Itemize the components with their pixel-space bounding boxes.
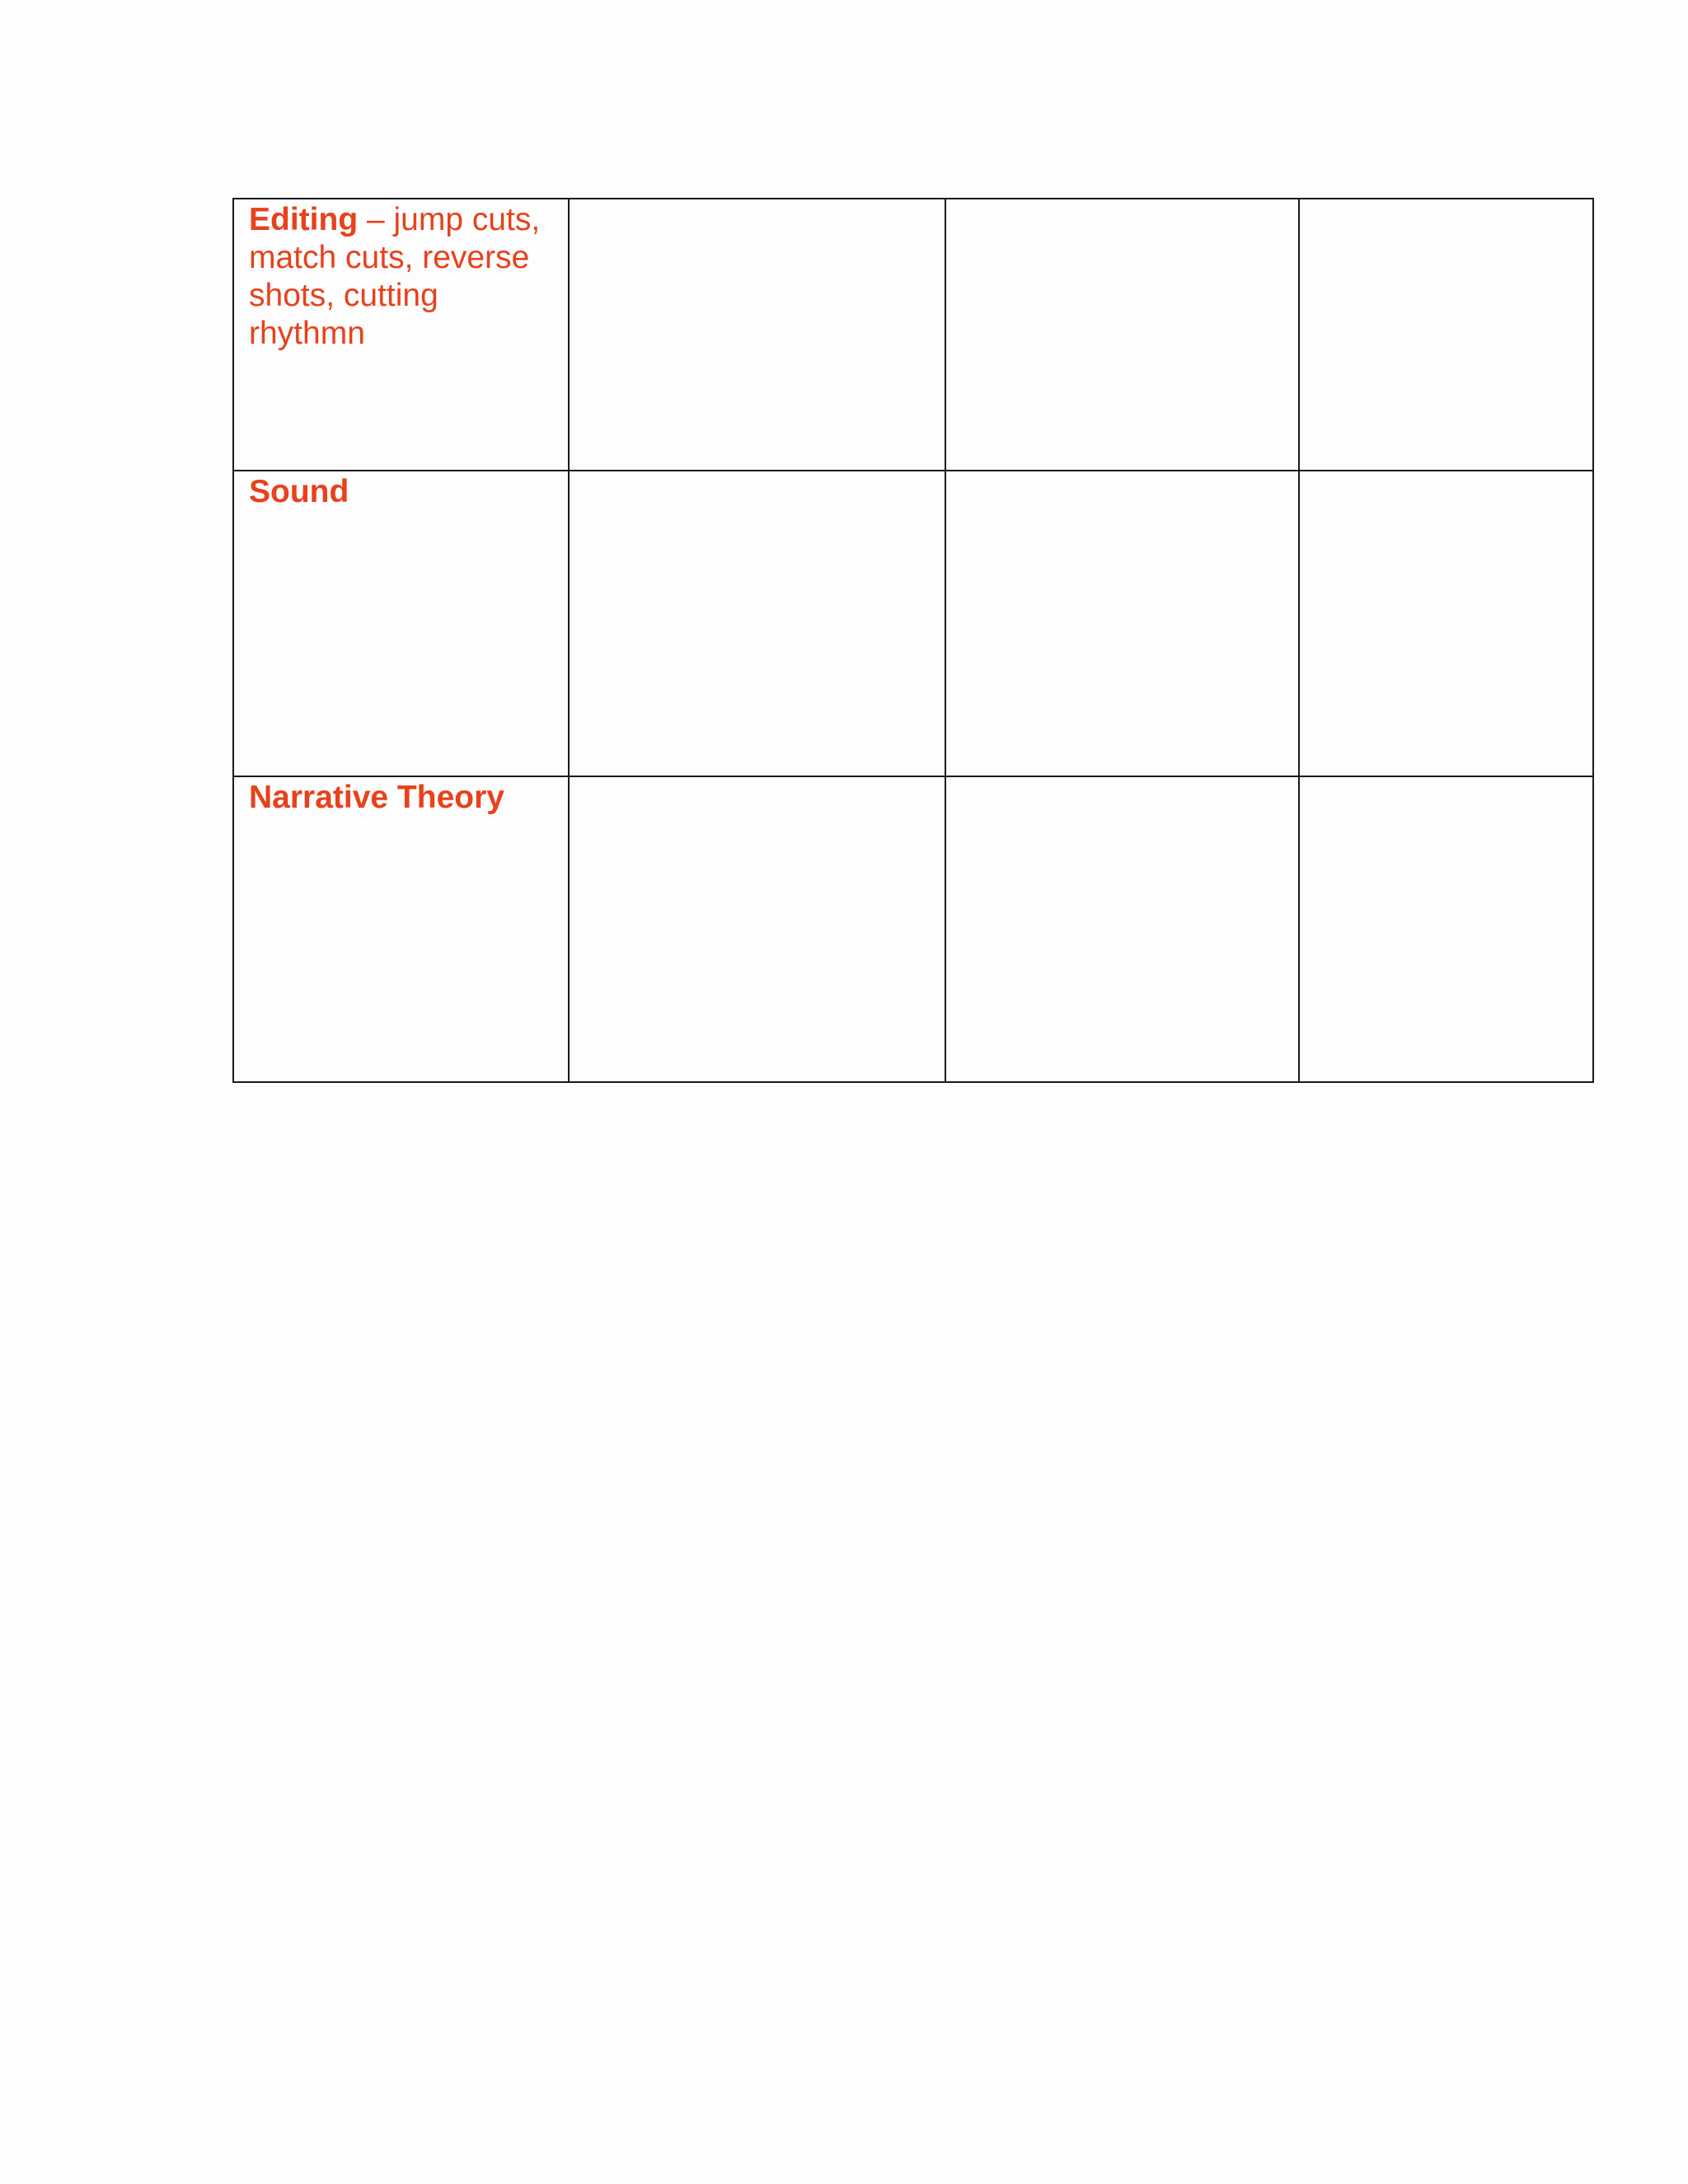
row-label-cell-sound (233, 471, 569, 776)
row-heading: Editing (249, 202, 359, 237)
row-detail: – jump cuts, match cuts, reverse shots, cutting rhythmn (249, 202, 541, 351)
table-cell[interactable] (1299, 199, 1593, 471)
table-cell[interactable] (569, 776, 945, 1082)
table-row (233, 776, 1593, 1082)
row-heading: Narrative Theory (249, 780, 504, 815)
table-cell[interactable] (945, 471, 1299, 776)
row-label-editing (234, 199, 568, 353)
table-cell[interactable] (1299, 471, 1593, 776)
table-cell[interactable] (945, 776, 1299, 1082)
table-cell[interactable] (569, 471, 945, 776)
row-label-cell-narrative-theory (233, 776, 569, 1082)
table-cell[interactable] (945, 199, 1299, 471)
table-cell[interactable] (569, 199, 945, 471)
row-label-cell-editing (233, 199, 569, 471)
row-heading: Sound (249, 474, 349, 509)
notes-table (232, 198, 1594, 1083)
row-label-sound (234, 471, 568, 511)
table-cell[interactable] (1299, 776, 1593, 1082)
table-row (233, 199, 1593, 471)
table-row (233, 471, 1593, 776)
row-label-narrative-theory (234, 777, 568, 817)
